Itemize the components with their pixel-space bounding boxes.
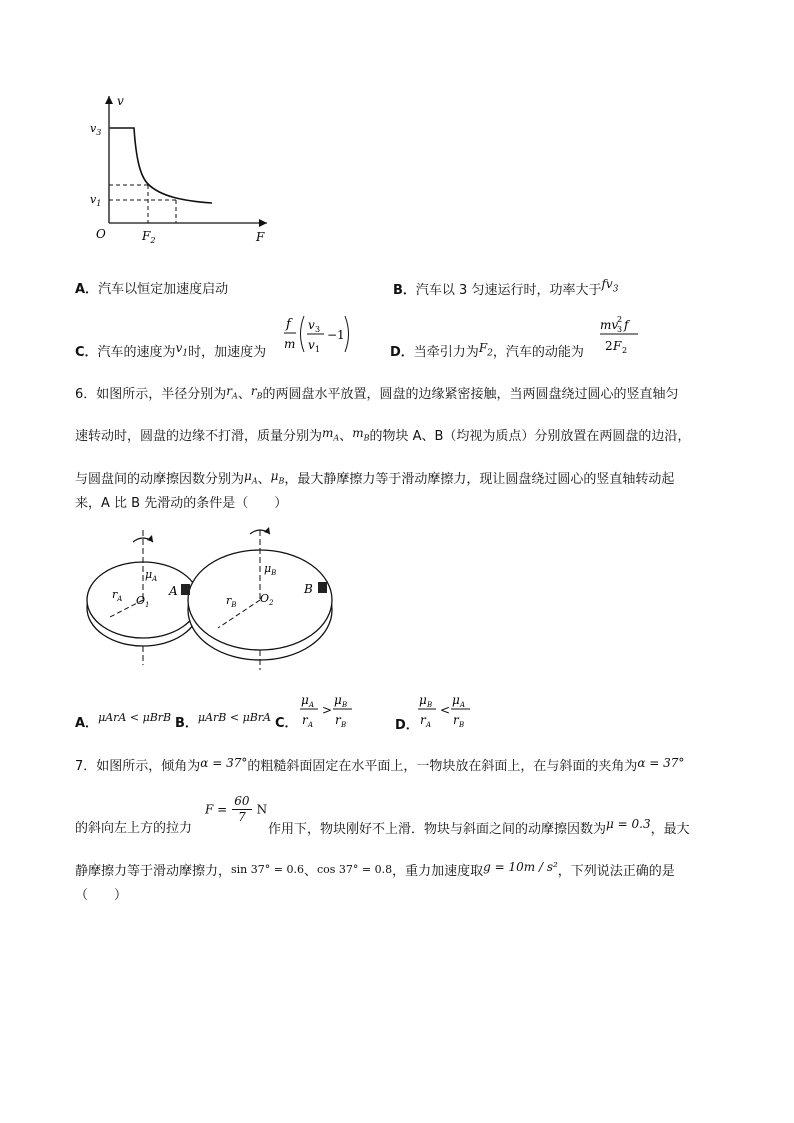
svg-text:r: r: [420, 713, 426, 727]
q5-option-a-label: A．: [75, 282, 99, 297]
svg-text:r: r: [335, 713, 341, 727]
mu-b-label: $\mu_B$: [264, 562, 277, 577]
q5-option-d-text-post: ，汽车的动能为: [492, 345, 584, 360]
f2-label: $F_2$: [142, 229, 156, 245]
q7-line-4: （ ）: [75, 888, 128, 903]
q6-sym-mb: $m_B$: [352, 426, 370, 443]
q6-sym-mua: $\mu_A$: [244, 469, 258, 486]
svg-text:μ: μ: [419, 693, 427, 707]
svg-text:A: A: [426, 721, 432, 729]
q5-option-c[interactable]: [75, 343, 266, 366]
q5-option-c-label: C．: [75, 345, 98, 360]
q7-g: g = 10m / s²: [483, 860, 558, 874]
q7-mu: μ = 0.3: [606, 817, 651, 831]
svg-text:F: F: [613, 339, 622, 353]
q6-option-c[interactable]: [275, 715, 298, 733]
svg-text:μ: μ: [301, 693, 309, 707]
q5-option-c-var: $v_1$: [175, 341, 189, 359]
svg-text:B: B: [427, 701, 433, 709]
q5-option-d-var: $F_2$: [478, 341, 493, 359]
q5-option-c-text: 汽车的速度为: [97, 345, 176, 360]
axis-f-label: F: [256, 230, 265, 244]
x-axis-arrow: [259, 219, 267, 227]
q7-line-2b: 作用下，物块刚好不上滑．物块与斜面之间的动摩擦因数为μ = 0.3，最大: [268, 817, 690, 837]
curve: [110, 128, 212, 203]
svg-text:μ: μ: [334, 693, 342, 707]
q7-line-1: 7．如图所示，倾角为α = 37°的粗糙斜面固定在水平面上，一物块放在斜面上，在与斜面的夹角为α = 37°: [75, 756, 685, 774]
svg-text:A: A: [460, 701, 466, 709]
q6-option-a[interactable]: [75, 711, 172, 733]
q5-option-c-text-post: 时，加速度为: [188, 345, 267, 360]
svg-text:A: A: [309, 701, 315, 709]
svg-text:v: v: [308, 318, 315, 332]
q6-option-a-math: μArA < μBrB: [98, 711, 172, 724]
axis-v-label: v: [117, 94, 124, 108]
svg-text:B: B: [459, 721, 465, 729]
q5-option-b-math: $fv_3$: [601, 277, 619, 295]
q5-option-d-text: 当牵引力为: [413, 345, 479, 360]
svg-text:2: 2: [605, 339, 613, 353]
q5-option-b-label: B．: [393, 283, 416, 298]
svg-text:B: B: [341, 721, 347, 729]
b-label: B: [304, 582, 313, 596]
svg-text:mv: mv: [600, 318, 619, 332]
svg-text:<: <: [440, 703, 451, 717]
svg-text:r: r: [453, 713, 459, 727]
q6-line-1: 6．如图所示，半径分别为$r_A$、$r_B$的两圆盘水平放置，圆盘的边缘紧密接触，当两圆盘绕过圆心的竖直轴匀: [75, 384, 679, 402]
svg-text:f: f: [286, 317, 291, 332]
q5-option-a-text: 汽车以恒定加速度启动: [98, 282, 229, 297]
svg-text:B: B: [342, 701, 348, 709]
svg-text:m: m: [284, 337, 296, 351]
q7-angle-2: α = 37°: [637, 756, 685, 770]
svg-text:3: 3: [617, 325, 623, 334]
q6-sym-ma: $m_A$: [322, 426, 340, 443]
block-b: [318, 582, 327, 593]
q6-option-c-label: C．: [275, 716, 298, 731]
r-b-label: $r_B$: [226, 594, 237, 609]
q5-option-d-formula: [598, 314, 648, 358]
svg-text:μ: μ: [452, 693, 460, 707]
q6-disc-diagram: [78, 520, 348, 680]
o2-label: $O_2$: [260, 592, 274, 607]
v3-label: $v_3$: [90, 122, 102, 137]
q7-line-2a: 的斜向左上方的拉力: [75, 821, 193, 836]
o1-label: $O_1$: [136, 594, 150, 609]
q6-option-b[interactable]: [175, 711, 272, 733]
svg-text:2: 2: [617, 315, 623, 324]
v1-label: $v_1$: [90, 193, 102, 208]
q5-option-b-text: 汽车以 3 匀速运行时，功率大于: [415, 283, 602, 298]
q5-option-c-formula: [282, 312, 357, 358]
q5-option-d[interactable]: [390, 343, 584, 366]
q6-line-3: 与圆盘间的动摩擦因数分别为$\mu_A$、$\mu_B$，最大静摩擦力等于滑动摩擦力，现让圆盘绕过圆心的竖直轴转动起: [75, 469, 675, 487]
mu-a-label: $\mu_A$: [145, 568, 158, 583]
q7-line-3: 静摩擦力等于滑动摩擦力，sin 37° = 0.6、cos 37° = 0.8，重力加速度取g = 10m / s²，下列说法正确的是: [75, 860, 675, 879]
q5-option-b[interactable]: [393, 277, 619, 304]
q7-cos: cos 37° = 0.8: [316, 863, 393, 876]
svg-text:2: 2: [622, 346, 628, 355]
q5-option-d-label: D．: [390, 345, 414, 360]
q6-option-a-label: A．: [75, 716, 99, 731]
q6-sym-ra: $r_A$: [226, 384, 238, 401]
q6-option-b-label: B．: [175, 716, 198, 731]
svg-text:f: f: [624, 318, 629, 332]
origin-label: O: [96, 227, 106, 241]
y-axis-arrow: [105, 96, 113, 104]
q5-option-a[interactable]: [75, 281, 228, 299]
svg-text:>: >: [322, 703, 333, 717]
block-a: [181, 584, 190, 595]
svg-text:−1: −1: [327, 328, 345, 342]
v-f-graph: [82, 88, 272, 258]
q6-option-d-formula: [416, 690, 478, 732]
q6-sym-mub: $\mu_B$: [270, 469, 285, 486]
q6-option-b-math: μArB < μBrA: [197, 711, 272, 724]
q6-option-d-label: D．: [395, 718, 419, 733]
r-a-label: $r_A$: [112, 588, 123, 603]
svg-text:v: v: [308, 338, 315, 352]
q7-sin: sin 37° = 0.6: [231, 863, 304, 876]
q6-line-2: 速转动时，圆盘的边缘不打滑，质量分别为$m_A$、$m_B$的物块 A、B（均视为质点）分别放置在两圆盘的边沿，: [75, 426, 691, 444]
q7-angle: α = 37°: [200, 756, 248, 770]
q6-line-4: 来，A 比 B 先滑动的条件是（ ）: [75, 496, 288, 511]
q7-force-frac: $\frac{60}{7}$: [234, 794, 250, 824]
svg-text:r: r: [302, 713, 308, 727]
a-label: A: [169, 584, 178, 598]
q7-force: F = $\frac{60}{7}$ N: [205, 794, 268, 824]
svg-text:3: 3: [315, 325, 321, 334]
svg-text:1: 1: [315, 345, 321, 354]
svg-text:A: A: [308, 721, 314, 729]
q6-sym-rb: $r_B$: [250, 384, 263, 401]
q6-option-c-formula: [298, 690, 360, 732]
